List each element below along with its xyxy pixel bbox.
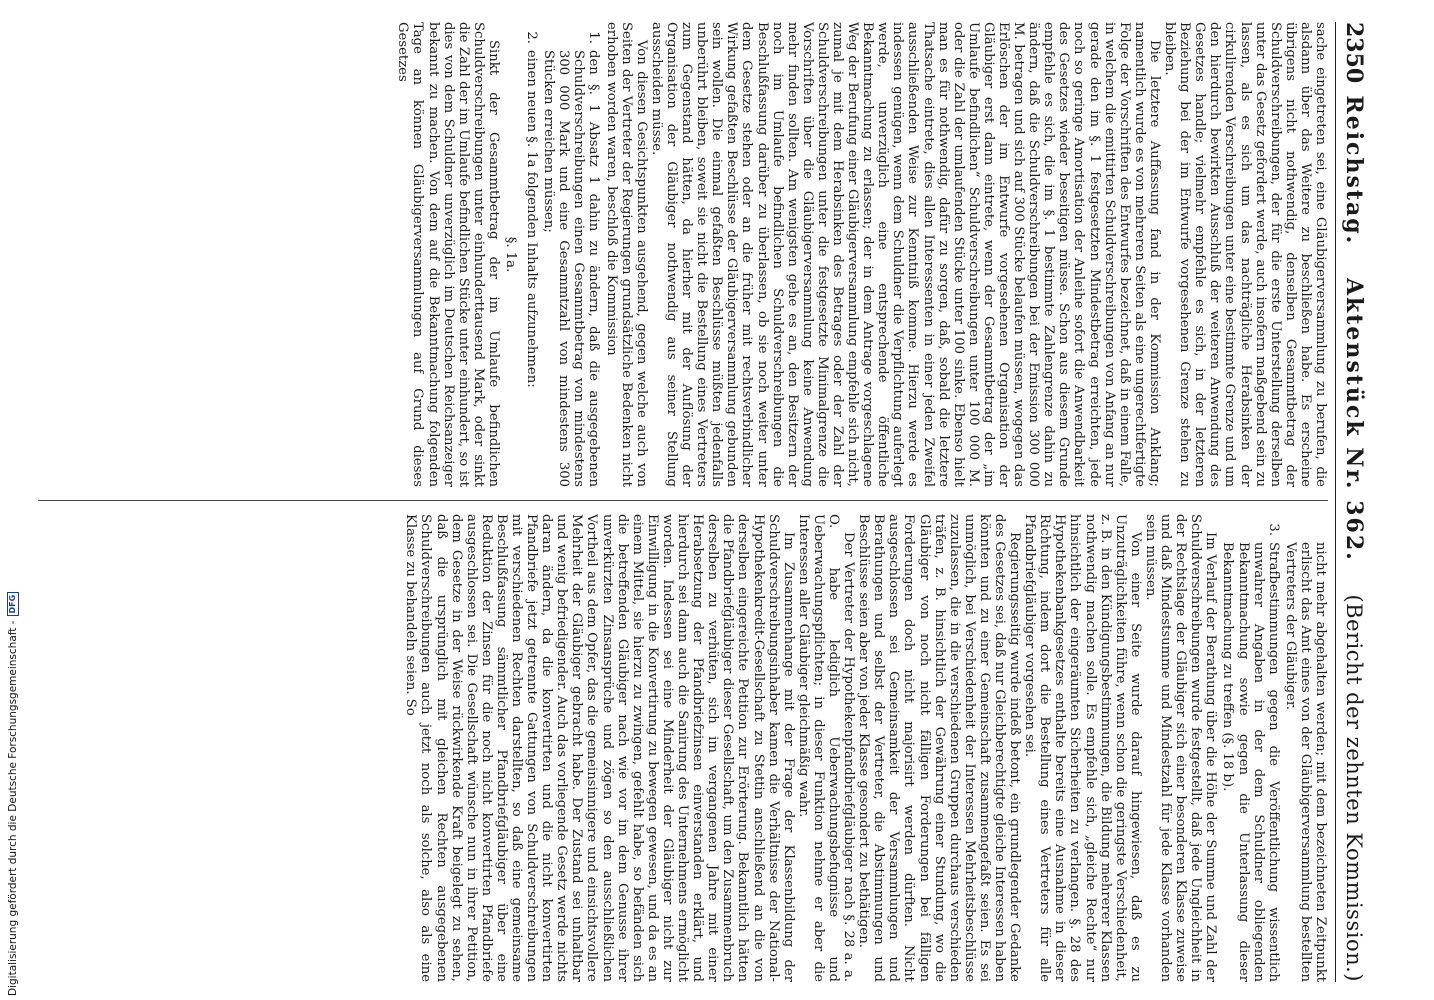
paragraph: Im Zusammenhange mit der Frage der Klassenbildung der Schuldverschreibungsinhaber kamen die Verhältnisse der National-Hypothekenkredit-Gesellschaft zu Stettin anschließend an die von derselben eingereichte Petition zur Erörterung. Bekanntlich hätten die Pfandbriefgläubiger dieser Gesellschaft, um den Zusammenbruch derselben zu verhüten, sich im vergangenen Jahre mit einer Herabsetzung der Pfandbriefzinsen einverstanden erklärt, und hierdurch sei dann auch die Sanirung des Unternehmens ermöglicht worden. Indessen sei eine Minderheit der Gläubiger nicht zur Einwilligung in die Konvertirung zu bewegen gewesen, und da es an einem Mittel, sie hierzu zu zwingen, gefehlt habe, so befänden sich die betreffenden Gläubiger nach wie vor im dem Genusse ihrer unverkürzten Zinsansprüche und zögen so den ausschließlichen Vortheil aus dem Opfer, das die gemeinsinnigere und einsichtsvollere Mehrheit der Gläubiger gebracht habe. Der Zustand sei unhaltbar und wenig befriedigender. Auch das vorliegende Gesetz werde nichts daran ändern, da die konvertirten und die nicht konvertirten Pfandbriefe jetzt getrennte Gattungen von Schuldverschreibungen mit verschiedenen Rechten darstellten, so daß eine gemeinsame Beschlußfassung sämmtlicher Pfandbriefgläubiger über eine Reduktion der Zinsen für die noch nicht konvertirten Pfandbriefe ausgeschlossen sei. Die Gesellschaft wünsche nun in ihrer Petition, dem Gesetze in der Weise rückwirkende Kraft beigelegt zu sehen, daß die ursprünglich mit gleichen Rechten ausgegebenen Schuldverschreibungen auch jetzt noch als solche, also als eine Klasse zu behandeln seien. So (403, 514, 796, 982)
paragraph: Im Verlauf der Berathung über die Höhe der Summe und Zahl der Schuldverschreibungen wurde festgestellt, daß jede Ungleichheit in der Rechtslage der Gläubiger sich einer besonderen Klasse zuweise und daß Mindestsumme und Mindestzahl für jede Klasse vorhanden sein müssen. (1142, 514, 1219, 982)
rotated-page-content (22, 22, 1372, 982)
running-title (1341, 95, 1367, 982)
title-commission: (Bericht der zehnten Kommission.) (1342, 594, 1366, 982)
right-text-column (28, 514, 1328, 982)
paragraph: Von einer Seite wurde darauf hingewiesen, daß es zu Unzuträglichkeiten führe, wenn schon die geringste Verschiedenheit, z. B. in den Kündigungsbestimmungen, die Bildung mehrerer Klassen nothwendig machen solle. Es empfehle sich, „gleiche Rechte“ nur hinsichtlich der eingeräumten Sicherheiten zu verlangen. §. 28 des Hypothekenbankgesetzes enthalte bereits eine Ausnahme in dieser Richtung, indem dort die Bestellung eines Vertreters für alle Pfandbriefgläubiger vorgesehen sei. (1022, 514, 1143, 982)
title-reichstag: Reichstag. (1341, 95, 1367, 246)
numbered-item (524, 22, 539, 487)
paragraph: Sinkt der Gesammtbetrag der im Umlaufe befindlichen Schuldverschreibungen unter einhunderttausend Mark, oder sinkt die Zahl der im Umlaufe befindlichen Stücke unter einhundert, so ist dies von dem Schuldner unverzüglich im Deutschen Reichsanzeiger bekannt zu machen. Von dem auf die Bekanntmachung folgenden Tage an können Gläubigerversammlungen auf Grund dieses Gesetzes (395, 22, 501, 487)
item-number: 1. (586, 31, 602, 44)
credit-text: Digitalisierung gefördert durch die Deutsche Forschungsgemeinschaft - (7, 620, 19, 996)
page-number: 2350 (1341, 22, 1367, 84)
item-text: den §. 1 Absatz 1 dahin zu ändern, daß die ausgegebenen Schuldverschreibungen einen Gesammtbetrag von mindestens 300 000 Mark und eine Gesammtzahl von mindestens 300 Stücken erreichen müssen; (541, 50, 602, 487)
numbered-item (1220, 514, 1280, 982)
item-text: einen neuen §. 1a folgenden Inhalts aufzunehmen: (524, 50, 540, 388)
dfg-logo: DFG (7, 592, 19, 617)
paragraph: Der Vertreter der Hypothekenpfandbriefgläubiger nach §. 28 a. a. O. habe lediglich Ueberwachungsbefugnisse und Ueberwachungspflichten; in dieser Funktion nehme er aber die Interessen aller Gläubiger gleichmäßig wahr. (795, 514, 857, 982)
left-text-column (28, 22, 1328, 487)
section-heading: §. 1a. (503, 236, 519, 273)
column-divider (38, 500, 1328, 501)
paragraph: Regierungsseitig wurde indeß betont, ein grundlegender Gedanke des Gesetzes sei, daß nur Gleichberechtigte gleiche Interessen haben könnten und zu einer Gemeinschaft zusammengefaßt seien. Es sei unmöglich, bei Verschiedenheit der Interessen Mehrheitsbeschlüsse zuzulassen, die in die verschiedenen Gruppen durchaus verschieden träfen, z. B. hinsichtlich der Gewährung einer Stundung, wo die Gläubiger von noch nicht fälligen Forderungen bei fälligen Forderungen doch nicht majorisirt werden dürften. Nicht ausgeschlossen sei Gemeinsamkeit der Versammlungen und Berathungen und selbst der Vertreter, die Abstimmungen und Beschlüsse seien aber von jeder Klasse gesondert zu bethätigen. (856, 514, 1023, 982)
paragraph: sache eingetreten sei, eine Gläubigerversammlung zu berufen, die alsdann über das Weitere zu beschließen habe. Es erscheine übrigens nicht nothwendig, denselben Gesammtbetrag der Schuldverschreibungen, der für die erste Unterstellung derselben unter das Gesetz gefordert werde, auch insofern maßgebend sein zu lassen, als es sich um das nachträgliche Herabsinken der cirkulirenden Verschreibungen unter eine bestimmte Grenze und um den hierdurch bewirkten Ausschluß der weiteren Anwendung des Gesetzes handle; vielmehr empfehle es sich, in der letzteren Beziehung bei der im Entwurfe vorgesehenen Grenze stehen zu bleiben. (1162, 22, 1328, 487)
item-number: 2. (524, 31, 540, 44)
paragraph: Die letztere Auffassung fand in der Kommission Anklang; namentlich wurde es von mehreren Seiten als eine ungerechtfertigte Folge der Vorschriften des Entwurfes bezeichnet, daß in einem Falle, in welchem die emittirten Schuldverschreibungen von Anfang an nur gerade den im §. 1 festgesetzten Mindestbetrag erreichten, jede noch so geringe Amortisation der Anleihe sofort die Anwendbarkeit des Gesetzes wieder beseitigen müsse. Schon aus diesem Grunde empfehle es sich, die im §. 1 bestimmte Zahlengrenze dahin zu ändern, daß die Schuldverschreibungen bei der Emission 300 000 M. betragen und sich auf 300 Stücke belaufen müssen, wogegen das Erlöschen der im Entwurfe vorgesehenen Organisation der Gläubiger erst dann eintrete, wenn der Gesammtbetrag der „im Umlaufe befindlichen“ Schuldverschreibungen unter 100 000 M. oder die Zahl der umlaufenden Stücke unter 100 sinke. Ebenso hielt man es für nothwendig, dafür zu sorgen, daß, sobald die letztere Thatsache eintrete, dies allen Interessenten in einer jeden Zweifel ausschließenden Weise zur Kenntniß komme. Hierzu werde es indessen genügen, wenn dem Schuldner die Verpflichtung auferlegt werde, unverzüglich eine entsprechende öffentliche Bekanntmachung zu erlassen; der in dem Antrage vorgeschlagene Weg der Berufung einer Gläubigerversammlung empfehle sich nicht, zumal je mit dem Herabsinken des Betrages oder der Zahl der Schuldverschreibungen unter die festgesetzte Minimalgrenze die Vorschriften über die Gläubigerversammlung keine Anwendung mehr finden sollten. Am wenigsten gehe es an, den Besitzern der noch im Umlaufe befindlichen Schuldverschreibungen die Beschlußfassung darüber zu überlassen, ob sie noch weiter unter dem Gesetze stehen oder an die früher mit rechtsverbindlicher Wirkung gefaßten Beschlüsse der Gläubigerversammlung gebunden sein wollen. Die einmal gefaßten Beschlüsse müßten jedenfalls unberührt bleiben, soweit sie nicht die Bestellung eines Vertreters zum Gegenstand hätten, da hierher mit der Auflösung der Organisation der Gläubiger nothwendig aus seiner Stellung ausscheiden müsse. (648, 22, 1162, 487)
paragraph: nicht mehr abgehalten werden; mit dem bezeichneten Zeitpunkt erlischt das Amt eines von der Gläubigerversammlung bestellten Vertreters der Gläubiger. (1282, 542, 1328, 982)
item-text: Strafbestimmungen gegen die Veröffentlichung wissentlich unwahrer Angaben in der dem Schuldner obliegenden Bekanntmachung sowie gegen die Unterlassung dieser Bekanntmachung zu treffen (§. 18 b). (1220, 542, 1281, 982)
item-number: 3. (1265, 523, 1281, 536)
numbered-item (541, 22, 601, 487)
paragraph: Von diesen Gesichtspunkten ausgehend, gegen welche auch von Seiten der Vertreter der Regierungen grundsätzliche Bedenken nicht erhoben worden waren, beschloß die Kommission (603, 22, 649, 487)
digitization-credit (4, 594, 22, 996)
title-aktenstueck: Aktenstück Nr. 362. (1341, 277, 1367, 562)
page-header (1335, 22, 1372, 982)
